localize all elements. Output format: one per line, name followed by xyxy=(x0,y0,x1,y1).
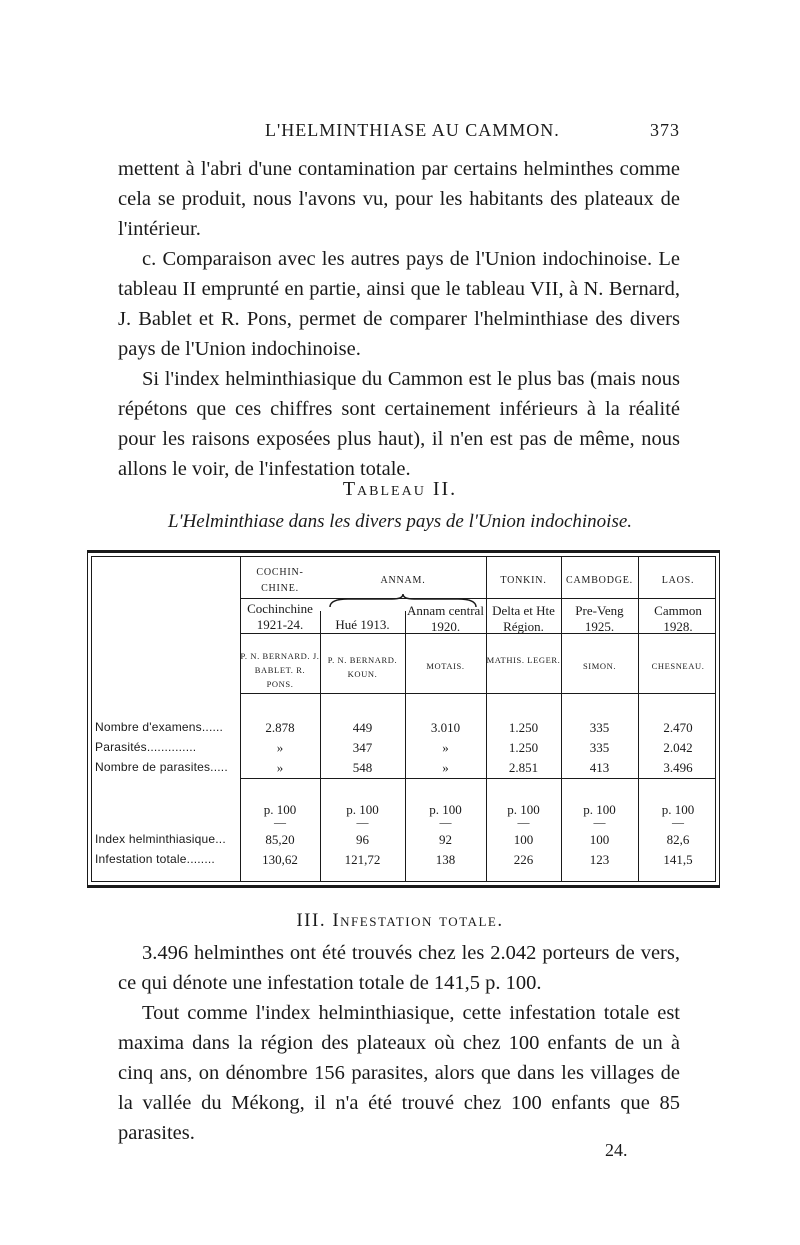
table-cell: » xyxy=(276,740,284,755)
table-cell: 82,6 xyxy=(666,832,690,847)
row-label: Nombre de parasites..... xyxy=(95,760,228,774)
author-cell: P. N. BERNARD. J. BABLET. R. PONS. xyxy=(240,651,320,689)
table-cell: 1.250 xyxy=(508,740,539,755)
body-text-bottom xyxy=(118,938,680,1148)
running-head-title: L'HELMINTHIASE AU CAMMON. xyxy=(265,120,560,140)
author-cell: CHESNEAU. xyxy=(651,661,705,671)
region-cell: Cochinchine 1921-24. xyxy=(247,601,313,632)
dash-separator: — xyxy=(593,815,606,829)
table-cell: 96 xyxy=(356,832,369,847)
country-header: LAOS. xyxy=(661,575,695,586)
dash-separator: — xyxy=(439,815,452,829)
country-header: COCHIN-CHINE. xyxy=(256,567,304,594)
dash-separator: — xyxy=(356,815,369,829)
page-number: 373 xyxy=(650,120,680,140)
table-cell: 100 xyxy=(513,832,534,847)
table-cell: 123 xyxy=(589,852,610,867)
country-header: CAMBODGE. xyxy=(566,575,633,586)
table-cell: 449 xyxy=(352,720,373,735)
row-label: Parasités.............. xyxy=(95,740,197,754)
region-cell: Annam central 1920. xyxy=(407,603,484,634)
region-cell: Delta et Hte Région. xyxy=(492,603,555,634)
region-cell: Pre-Veng 1925. xyxy=(575,603,624,634)
row-label: Nombre d'examens...... xyxy=(95,720,224,734)
data-table xyxy=(87,550,720,888)
paragraph: c. Comparaison avec les autres pays de l'Union indochinoise. Le tableau II emprunté en partie, ainsi que le tableau VII, à N. Bernard, J. Bablet et R. Pons, permet de comparer l'helminthiase des divers pays de l'Union indochinoise. xyxy=(118,248,680,360)
signature-mark: 24. xyxy=(605,1140,628,1160)
table-cell: 92 xyxy=(439,832,452,847)
paragraph: Tout comme l'index helminthiasique, cette infestation totale est maxima dans la région des plateaux où chez 100 enfants de un à cinq ans, on dénombre 156 parasites, alors que dans les villages de la vallée du Mékong, il n'a été trouvé chez 100 enfants que 85 parasites. xyxy=(118,1002,680,1144)
paragraph: Si l'index helminthiasique du Cammon est le plus bas (mais nous répétons que ces chiffres sont certainement inférieurs à la réalité pour les raisons exposées plus haut), il n'en est pas de même, nous allons le voir, de l'infestation totale. xyxy=(118,368,680,480)
table-cell: 2.878 xyxy=(265,720,295,735)
unit-cell: p. 100 xyxy=(507,802,540,817)
table-cell: 2.851 xyxy=(508,760,539,775)
table-cell: 100 xyxy=(589,832,610,847)
unit-cell: p. 100 xyxy=(263,802,297,817)
author-cell: SIMON. xyxy=(582,661,617,671)
row-label: Index helminthiasique... xyxy=(95,832,226,846)
table-cell: 2.042 xyxy=(663,740,693,755)
body-text-top xyxy=(118,154,680,484)
table-caption: L'Helminthiase dans les divers pays de l'Union indochinoise. xyxy=(167,511,633,532)
table-cell: 413 xyxy=(589,760,610,775)
section-heading: III. Infestation totale. xyxy=(296,910,504,931)
paragraph: mettent à l'abri d'une contamination par certains helminthes comme cela se produit, nous l'avons vu, pour les habitants des plateaux de l'intérieur. xyxy=(118,158,680,240)
country-header: TONKIN. xyxy=(500,575,547,586)
table-title: Tableau II. xyxy=(342,478,458,500)
unit-cell: p. 100 xyxy=(583,802,616,817)
dash-separator: — xyxy=(517,815,530,829)
table-cell: 1.250 xyxy=(508,720,539,735)
table-cell: 548 xyxy=(352,760,373,775)
unit-cell: p. 100 xyxy=(346,802,379,817)
table-cell: » xyxy=(442,740,449,755)
dash-separator: — xyxy=(274,815,286,829)
table-cell: » xyxy=(276,760,284,775)
author-cell: MATHIS. LEGER. xyxy=(486,655,561,665)
unit-cell: p. 100 xyxy=(429,802,462,817)
table-cell: 347 xyxy=(352,740,373,755)
table-cell: 141,5 xyxy=(663,852,693,867)
table-cell: 3.496 xyxy=(663,760,693,775)
running-head xyxy=(115,120,680,146)
country-header: ANNAM. xyxy=(380,575,426,586)
author-cell: MOTAIS. xyxy=(426,661,465,671)
table-cell: 226 xyxy=(513,852,534,867)
table-cell: 130,62 xyxy=(262,852,298,867)
author-cell: P. N. BERNARD. KOUN. xyxy=(327,655,398,679)
table-cell: 121,72 xyxy=(344,852,381,867)
table-cell: 85,20 xyxy=(265,832,295,847)
table-cell: 335 xyxy=(589,740,610,755)
table-cell: 138 xyxy=(435,852,456,867)
table-cell: 3.010 xyxy=(430,720,461,735)
paragraph: 3.496 helminthes ont été trouvés chez les 2.042 porteurs de vers, ce qui dénote une infestation totale de 141,5 p. 100. xyxy=(118,942,680,994)
region-cell: Cammon 1928. xyxy=(654,603,702,634)
region-cell: Hué 1913. xyxy=(335,617,390,632)
dash-separator: — xyxy=(672,815,684,829)
table-cell: 2.470 xyxy=(663,720,693,735)
table-cell: 335 xyxy=(589,720,610,735)
row-label: Infestation totale........ xyxy=(95,852,215,866)
unit-cell: p. 100 xyxy=(661,802,695,817)
table-cell: » xyxy=(442,760,449,775)
